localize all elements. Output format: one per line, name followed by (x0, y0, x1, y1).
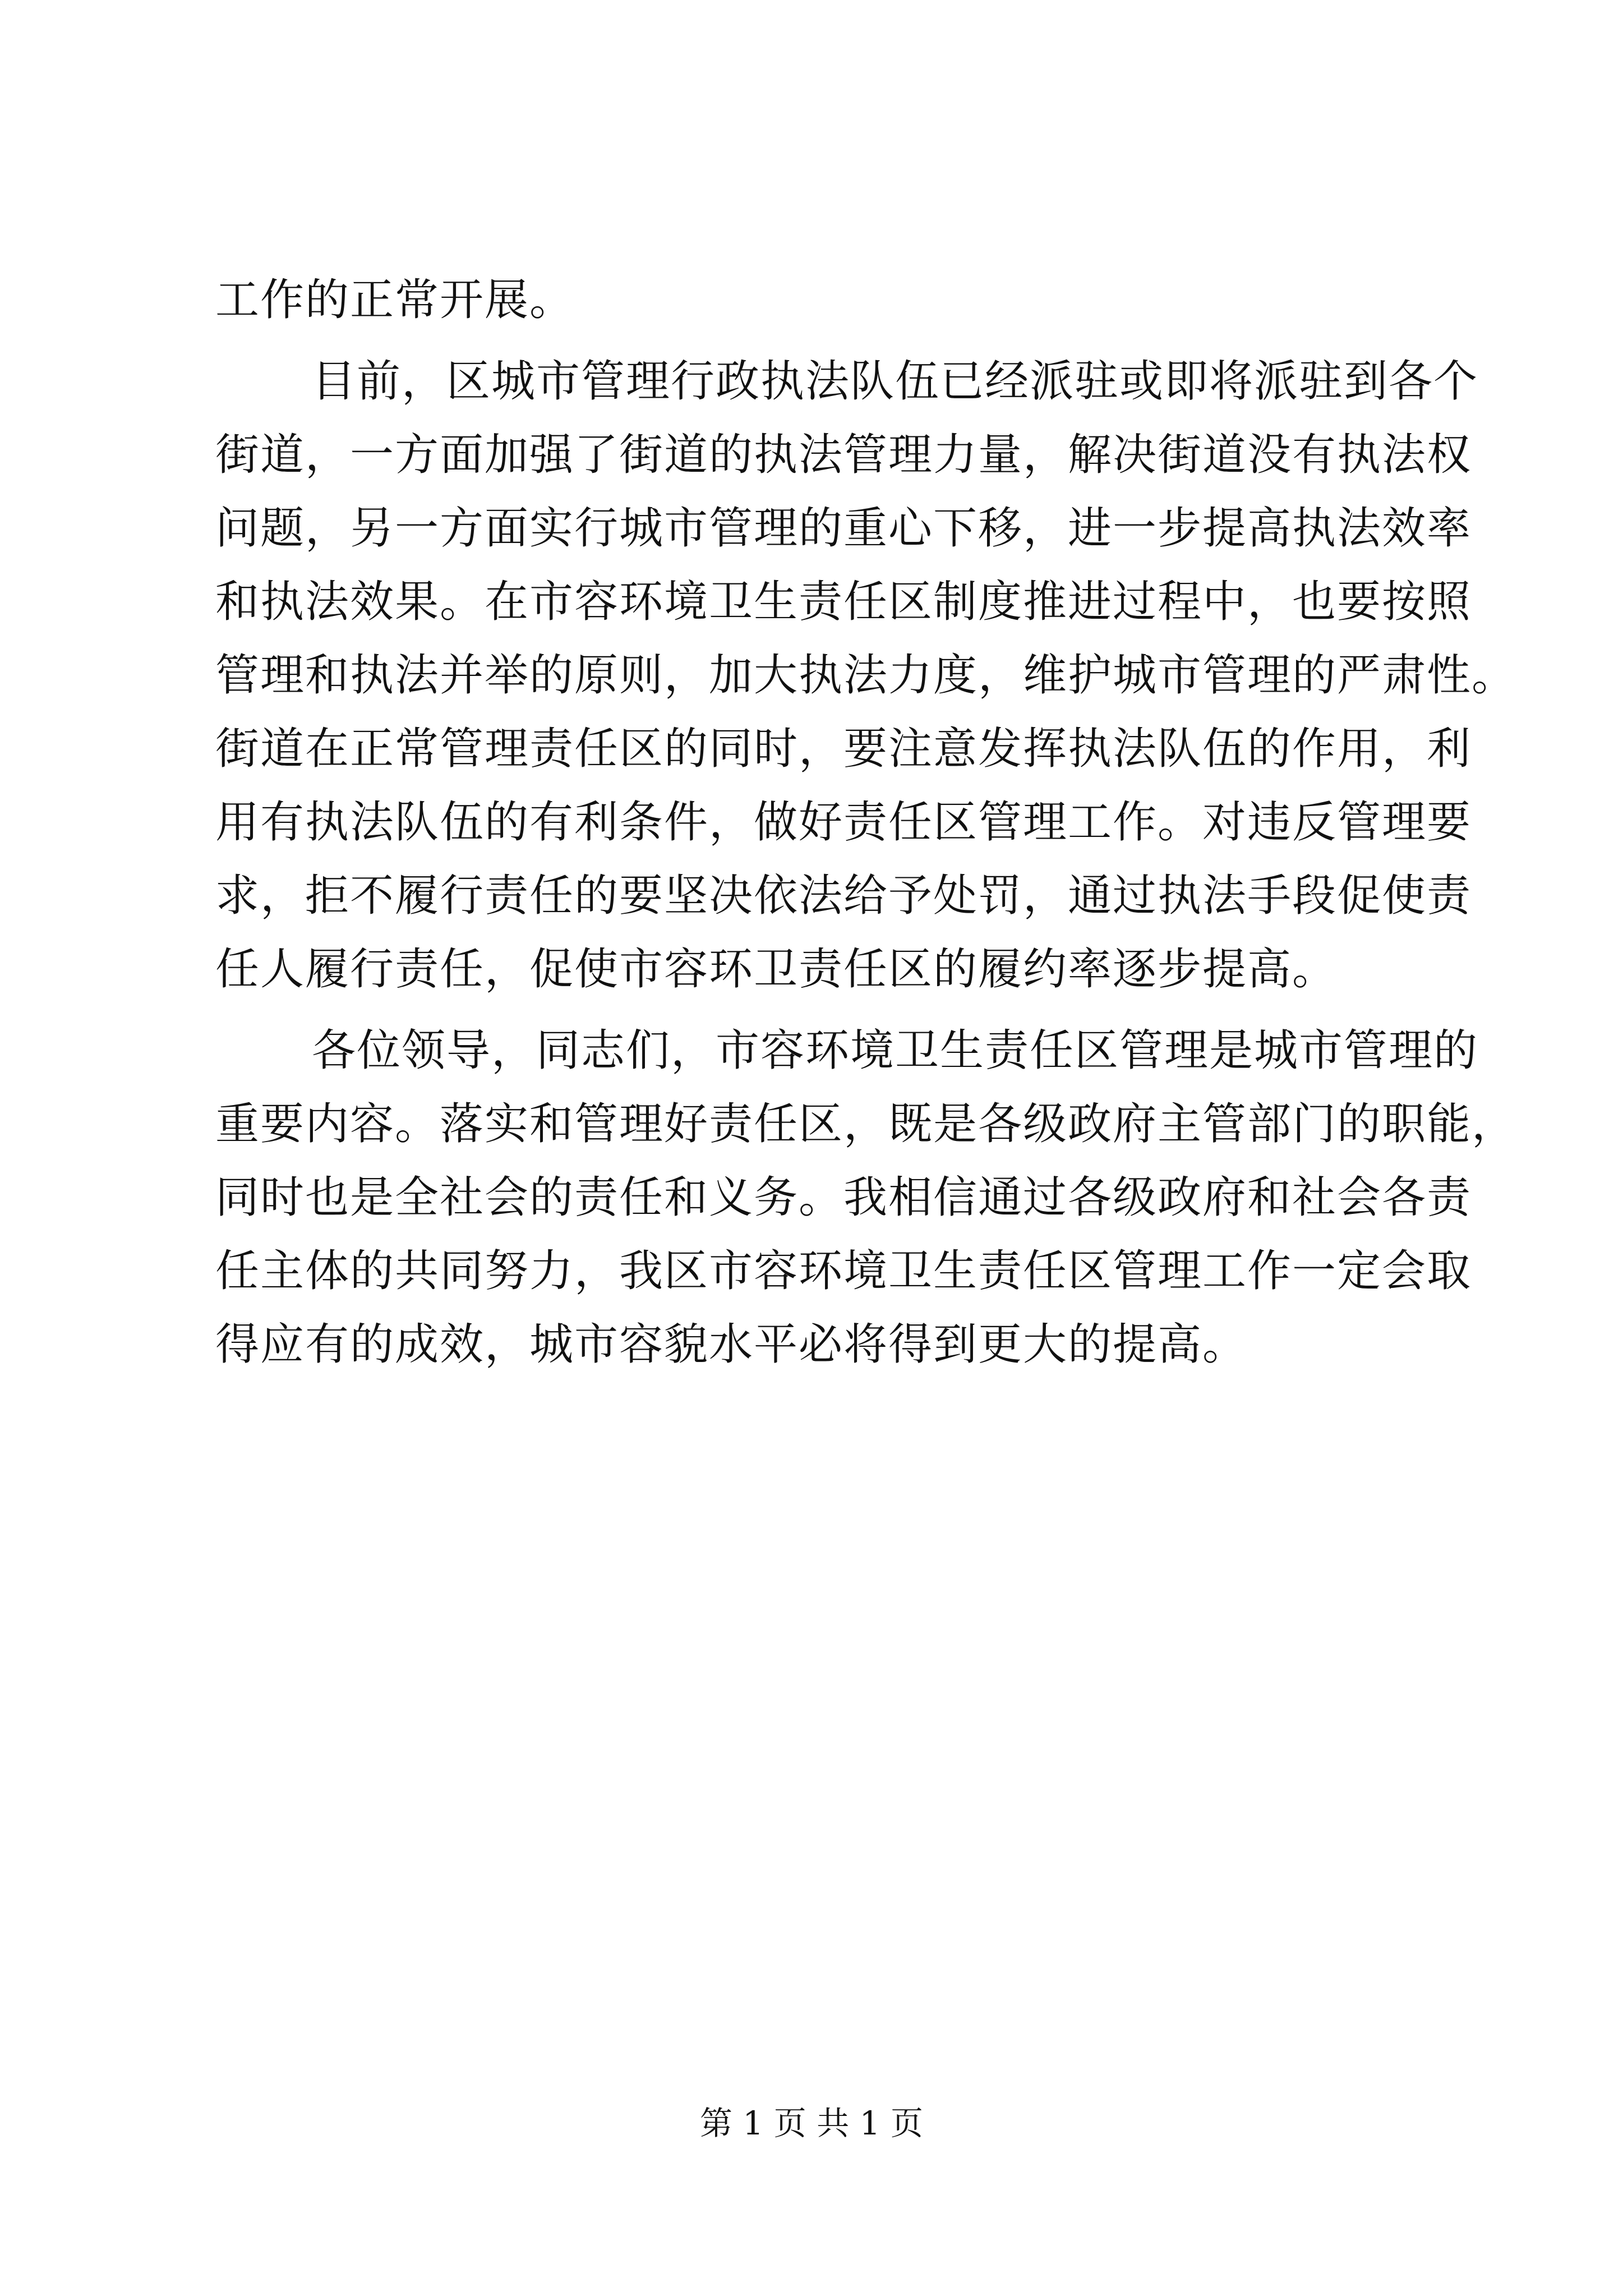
document-body (215, 264, 1517, 1382)
paragraph-enforcement (215, 345, 1517, 1006)
text-line: 问题，另一方面实行城市管理的重心下移，进一步提高执法效率 (215, 503, 1472, 554)
text-line: 得应有的成效，城市容貌水平必将得到更大的提高。 (215, 1319, 1248, 1370)
text-line: 任主体的共同努力，我区市容环境卫生责任区管理工作一定会取 (215, 1246, 1472, 1296)
text-line: 街道，一方面加强了街道的执法管理力量，解决街道没有执法权 (215, 430, 1472, 480)
text-line: 重要内容。落实和管理好责任区，既是各级政府主管部门的职能， (215, 1099, 1517, 1149)
page-number-footer: 第 1 页 共 1 页 (700, 2104, 923, 2142)
text-line: 求，拒不履行责任的要坚决依法给予处罚，通过执法手段促使责 (215, 871, 1472, 921)
paragraph-closing (215, 1014, 1517, 1382)
text-line: 街道在正常管理责任区的同时，要注意发挥执法队伍的作用，利 (215, 724, 1472, 774)
text-line: 和执法效果。在市容环境卫生责任区制度推进过程中，也要按照 (215, 577, 1472, 627)
paragraph-continuation (215, 264, 1415, 337)
text-line: 各位领导，同志们，市容环境卫生责任区管理是城市管理的 (312, 1025, 1479, 1076)
text-line: 用有执法队伍的有利条件，做好责任区管理工作。对违反管理要 (215, 797, 1472, 848)
text-line: 同时也是全社会的责任和义务。我相信通过各级政府和社会各责 (215, 1172, 1472, 1223)
text-line: 管理和执法并举的原则，加大执法力度，维护城市管理的严肃性。 (215, 650, 1517, 701)
text-line: 任人履行责任，促使市容环卫责任区的履约率逐步提高。 (215, 944, 1338, 995)
text-line: 目前，区城市管理行政执法队伍已经派驻或即将派驻到各个 (312, 356, 1479, 407)
text-line: 工作的正常开展。 (215, 275, 575, 325)
